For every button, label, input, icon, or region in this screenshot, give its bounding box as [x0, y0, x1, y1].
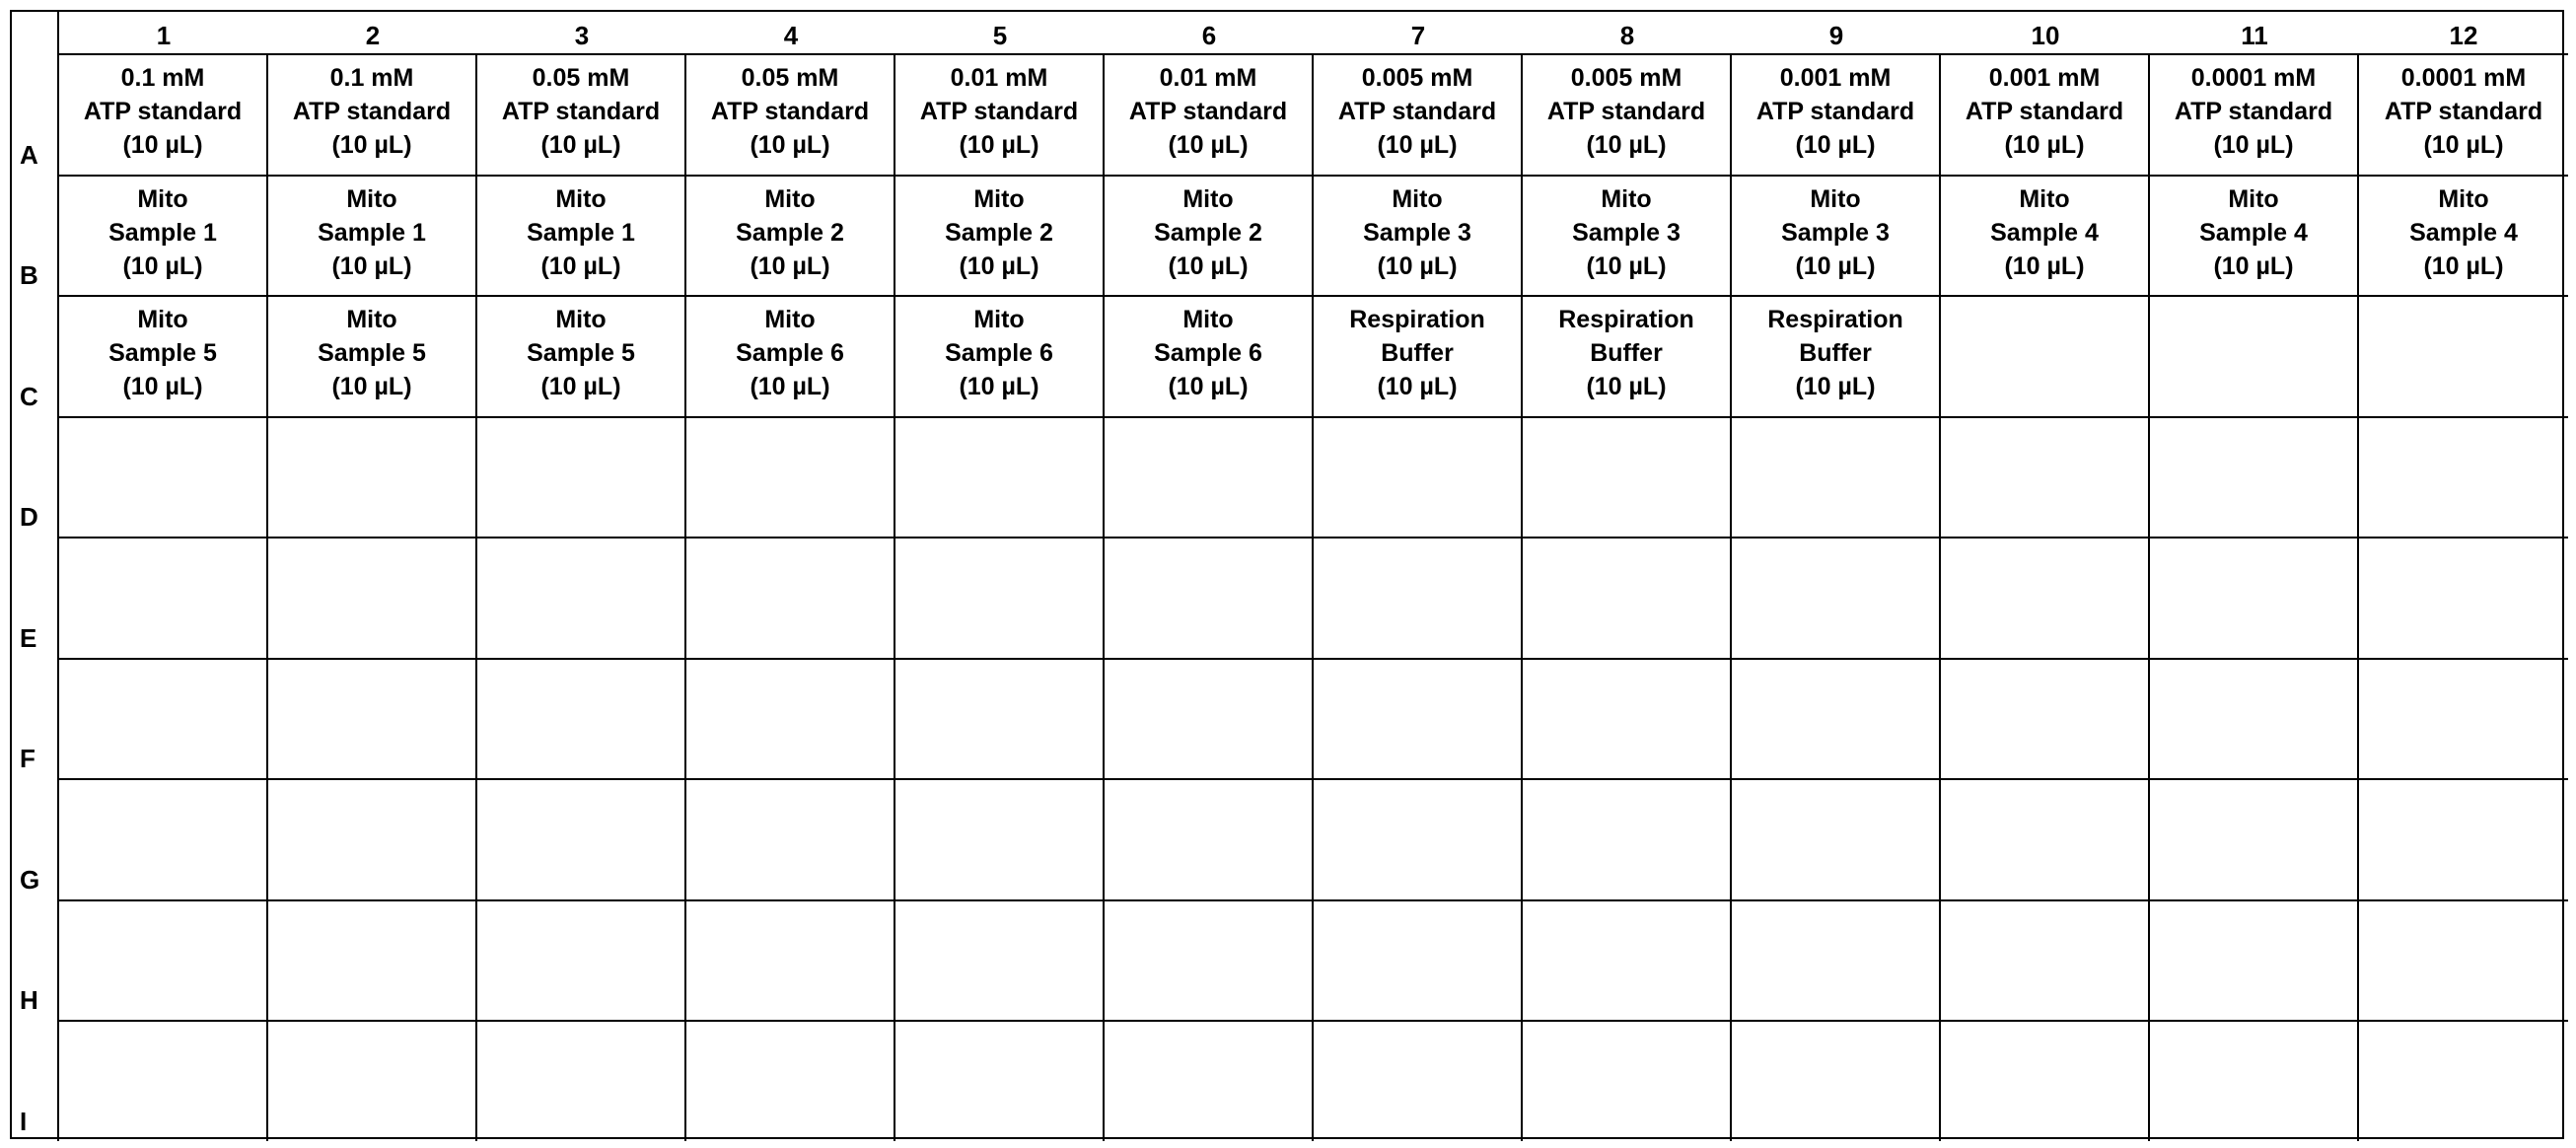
well-D4	[686, 416, 895, 538]
well-label-line: (10 µL)	[1377, 251, 1458, 280]
well-E10	[1941, 537, 2150, 658]
well-E7	[1314, 537, 1523, 658]
well-D5	[895, 416, 1105, 538]
well-label-line: (10 µL)	[1586, 373, 1667, 400]
well-label-line: (10 µL)	[2213, 131, 2294, 159]
well-A11	[2150, 53, 2359, 175]
well-label-line: (10 µL)	[2004, 251, 2085, 280]
well-G9	[1732, 778, 1941, 899]
well-B6	[1105, 175, 1314, 296]
well-label-line: Respiration	[1558, 306, 1694, 333]
well-label-line: (10 µL)	[122, 251, 203, 280]
well-F7	[1314, 658, 1523, 779]
well-label-line: ATP standard	[919, 98, 1079, 125]
well-C9	[1732, 295, 1941, 416]
well-label-line: 0.01 mM	[1159, 64, 1257, 92]
well-G7	[1314, 778, 1523, 899]
well-label-line: Sample 5	[108, 339, 217, 367]
well-D2	[268, 416, 477, 538]
well-label-line: Buffer	[1381, 339, 1454, 367]
well-label-line: Mito	[1392, 184, 1443, 213]
well-label-line: (10 µL)	[331, 131, 412, 159]
row-header-E: E	[12, 537, 59, 658]
well-label-line: Mito	[1182, 306, 1234, 333]
well-C11	[2150, 295, 2359, 416]
well-I11	[2150, 1020, 2359, 1141]
well-label-line: ATP standard	[1965, 98, 2124, 125]
well-label-line: 0.05 mM	[532, 64, 630, 92]
well-label-line: Respiration	[1767, 306, 1903, 333]
well-I12	[2359, 1020, 2568, 1141]
well-label-line: (10 µL)	[1168, 373, 1249, 400]
well-B3	[477, 175, 686, 296]
well-A5	[895, 53, 1105, 175]
well-D11	[2150, 416, 2359, 538]
well-I3	[477, 1020, 686, 1141]
well-label-line: Mito	[346, 184, 397, 213]
row-header-F: F	[12, 658, 59, 779]
well-label-line: Sample 2	[1154, 218, 1262, 247]
well-C6	[1105, 295, 1314, 416]
well-H10	[1941, 899, 2150, 1021]
well-H6	[1105, 899, 1314, 1021]
column-header-3: 3	[574, 21, 590, 50]
well-H8	[1523, 899, 1732, 1021]
well-label-line: ATP standard	[2174, 98, 2333, 125]
well-label-line: Sample 5	[318, 339, 426, 367]
well-label-line: (10 µL)	[540, 373, 621, 400]
well-F10	[1941, 658, 2150, 779]
well-H2	[268, 899, 477, 1021]
well-label-line: (10 µL)	[122, 131, 203, 159]
well-D1	[59, 416, 268, 538]
well-C5	[895, 295, 1105, 416]
well-label-line: Mito	[555, 184, 607, 213]
well-label-line: (10 µL)	[540, 251, 621, 280]
well-D12	[2359, 416, 2568, 538]
well-A7	[1314, 53, 1523, 175]
well-label-line: (10 µL)	[1586, 251, 1667, 280]
well-I5	[895, 1020, 1105, 1141]
column-header-2: 2	[365, 21, 381, 50]
well-label-line: 0.01 mM	[950, 64, 1048, 92]
well-label-line: 0.001 mM	[1988, 64, 2101, 92]
well-H1	[59, 899, 268, 1021]
well-D3	[477, 416, 686, 538]
well-plate-grid	[10, 10, 2564, 1139]
well-label-line: (10 µL)	[959, 251, 1039, 280]
well-E1	[59, 537, 268, 658]
well-B10	[1941, 175, 2150, 296]
well-A9	[1732, 53, 1941, 175]
well-D9	[1732, 416, 1941, 538]
well-label-line: Mito	[2228, 184, 2279, 213]
well-F11	[2150, 658, 2359, 779]
well-B1	[59, 175, 268, 296]
well-E2	[268, 537, 477, 658]
well-label-line: (10 µL)	[750, 251, 830, 280]
well-label-line: Buffer	[1590, 339, 1663, 367]
well-C1	[59, 295, 268, 416]
well-B2	[268, 175, 477, 296]
well-label-line: 0.1 mM	[329, 64, 414, 92]
well-B7	[1314, 175, 1523, 296]
well-B11	[2150, 175, 2359, 296]
well-label-line: (10 µL)	[331, 373, 412, 400]
well-B4	[686, 175, 895, 296]
column-header-8: 8	[1619, 21, 1635, 50]
well-label-line: ATP standard	[2384, 98, 2543, 125]
well-G2	[268, 778, 477, 899]
well-label-line: 0.05 mM	[741, 64, 839, 92]
well-label-line: Sample 6	[945, 339, 1053, 367]
well-label-line: Sample 1	[527, 218, 635, 247]
well-D10	[1941, 416, 2150, 538]
well-label-line: Sample 4	[1990, 218, 2099, 247]
well-label-line: (10 µL)	[1795, 251, 1876, 280]
well-label-line: ATP standard	[501, 98, 661, 125]
well-label-line: Mito	[346, 306, 397, 333]
well-C12	[2359, 295, 2568, 416]
well-label-line: (10 µL)	[2004, 131, 2085, 159]
well-label-line: ATP standard	[1755, 98, 1915, 125]
column-header-11: 11	[2241, 21, 2268, 50]
well-F8	[1523, 658, 1732, 779]
well-label-line: 0.001 mM	[1779, 64, 1892, 92]
well-label-line: 0.005 mM	[1361, 64, 1473, 92]
well-label-line: (10 µL)	[540, 131, 621, 159]
well-F2	[268, 658, 477, 779]
well-label-line: ATP standard	[83, 98, 243, 125]
well-G3	[477, 778, 686, 899]
well-label-line: (10 µL)	[1795, 373, 1876, 400]
well-F1	[59, 658, 268, 779]
row-header-H: H	[12, 899, 59, 1021]
row-header-D: D	[12, 416, 59, 538]
well-D6	[1105, 416, 1314, 538]
well-label-line: (10 µL)	[1377, 373, 1458, 400]
column-header-9: 9	[1828, 21, 1844, 50]
well-label-line: (10 µL)	[1586, 131, 1667, 159]
well-label-line: Mito	[764, 184, 816, 213]
well-label-line: ATP standard	[292, 98, 452, 125]
well-label-line: Sample 1	[318, 218, 426, 247]
row-header-A: A	[12, 53, 59, 175]
well-I1	[59, 1020, 268, 1141]
well-label-line: Sample 5	[527, 339, 635, 367]
column-header-6: 6	[1201, 21, 1217, 50]
well-A10	[1941, 53, 2150, 175]
well-E9	[1732, 537, 1941, 658]
well-label-line: Mito	[973, 184, 1025, 213]
row-header-B: B	[12, 175, 59, 296]
well-label-line: (10 µL)	[122, 373, 203, 400]
column-header-12: 12	[2449, 21, 2478, 50]
column-header-10: 10	[2031, 21, 2060, 50]
well-C10	[1941, 295, 2150, 416]
well-label-line: (10 µL)	[750, 373, 830, 400]
well-label-line: (10 µL)	[750, 131, 830, 159]
well-label-line: Sample 6	[736, 339, 844, 367]
well-G8	[1523, 778, 1732, 899]
plate-corner	[12, 12, 59, 53]
well-label-line: Mito	[137, 184, 188, 213]
well-label-line: Sample 3	[1363, 218, 1471, 247]
well-H4	[686, 899, 895, 1021]
well-C8	[1523, 295, 1732, 416]
well-label-line: Sample 3	[1572, 218, 1681, 247]
well-G4	[686, 778, 895, 899]
well-D8	[1523, 416, 1732, 538]
well-label-line: ATP standard	[710, 98, 870, 125]
well-label-line: Sample 3	[1781, 218, 1890, 247]
well-label-line: (10 µL)	[1168, 251, 1249, 280]
well-A12	[2359, 53, 2568, 175]
well-A1	[59, 53, 268, 175]
well-label-line: 0.005 mM	[1570, 64, 1682, 92]
column-header-7: 7	[1410, 21, 1426, 50]
well-C4	[686, 295, 895, 416]
well-F4	[686, 658, 895, 779]
well-H5	[895, 899, 1105, 1021]
well-label-line: (10 µL)	[1795, 131, 1876, 159]
well-A2	[268, 53, 477, 175]
well-I4	[686, 1020, 895, 1141]
well-E4	[686, 537, 895, 658]
well-label-line: (10 µL)	[1168, 131, 1249, 159]
well-label-line: Sample 1	[108, 218, 217, 247]
well-I9	[1732, 1020, 1941, 1141]
well-E3	[477, 537, 686, 658]
well-H12	[2359, 899, 2568, 1021]
well-I7	[1314, 1020, 1523, 1141]
well-C3	[477, 295, 686, 416]
column-header-5: 5	[992, 21, 1008, 50]
well-label-line: (10 µL)	[1377, 131, 1458, 159]
well-B12	[2359, 175, 2568, 296]
well-label-line: (10 µL)	[959, 373, 1039, 400]
well-label-line: Mito	[137, 306, 188, 333]
well-label-line: Mito	[1810, 184, 1861, 213]
well-B5	[895, 175, 1105, 296]
well-F6	[1105, 658, 1314, 779]
well-A3	[477, 53, 686, 175]
well-label-line: Mito	[1182, 184, 1234, 213]
well-label-line: (10 µL)	[959, 131, 1039, 159]
well-label-line: Mito	[764, 306, 816, 333]
well-label-line: 0.1 mM	[120, 64, 205, 92]
well-label-line: Sample 6	[1154, 339, 1262, 367]
well-label-line: (10 µL)	[2213, 251, 2294, 280]
row-header-I: I	[12, 1020, 59, 1141]
well-H7	[1314, 899, 1523, 1021]
well-label-line: ATP standard	[1337, 98, 1497, 125]
well-label-line: Sample 2	[945, 218, 1053, 247]
column-header-4: 4	[783, 21, 799, 50]
well-H9	[1732, 899, 1941, 1021]
row-header-C: C	[12, 295, 59, 416]
row-header-G: G	[12, 778, 59, 899]
well-label-line: Mito	[973, 306, 1025, 333]
well-A8	[1523, 53, 1732, 175]
well-label-line: 0.0001 mM	[2190, 64, 2317, 92]
well-label-line: Buffer	[1799, 339, 1872, 367]
well-label-line: (10 µL)	[331, 251, 412, 280]
well-label-line: Sample 4	[2199, 218, 2308, 247]
well-E5	[895, 537, 1105, 658]
well-G12	[2359, 778, 2568, 899]
well-E6	[1105, 537, 1314, 658]
well-label-line: Sample 2	[736, 218, 844, 247]
well-label-line: 0.0001 mM	[2400, 64, 2527, 92]
well-F12	[2359, 658, 2568, 779]
well-H11	[2150, 899, 2359, 1021]
well-F3	[477, 658, 686, 779]
well-A6	[1105, 53, 1314, 175]
well-I8	[1523, 1020, 1732, 1141]
well-E12	[2359, 537, 2568, 658]
well-I6	[1105, 1020, 1314, 1141]
well-label-line: (10 µL)	[2423, 131, 2504, 159]
well-label-line: Mito	[2438, 184, 2489, 213]
well-label-line: Sample 4	[2409, 218, 2518, 247]
well-E11	[2150, 537, 2359, 658]
well-label-line: Mito	[2019, 184, 2070, 213]
well-label-line: ATP standard	[1128, 98, 1288, 125]
well-G5	[895, 778, 1105, 899]
well-label-line: Mito	[1601, 184, 1652, 213]
well-I2	[268, 1020, 477, 1141]
well-G10	[1941, 778, 2150, 899]
well-B8	[1523, 175, 1732, 296]
well-I10	[1941, 1020, 2150, 1141]
well-F5	[895, 658, 1105, 779]
well-label-line: Respiration	[1349, 306, 1485, 333]
well-B9	[1732, 175, 1941, 296]
well-A4	[686, 53, 895, 175]
well-E8	[1523, 537, 1732, 658]
well-label-line: Mito	[555, 306, 607, 333]
well-G6	[1105, 778, 1314, 899]
column-header-1: 1	[156, 21, 172, 50]
well-label-line: (10 µL)	[2423, 251, 2504, 280]
well-label-line: ATP standard	[1546, 98, 1706, 125]
well-G11	[2150, 778, 2359, 899]
well-C7	[1314, 295, 1523, 416]
well-C2	[268, 295, 477, 416]
well-G1	[59, 778, 268, 899]
well-H3	[477, 899, 686, 1021]
well-D7	[1314, 416, 1523, 538]
well-F9	[1732, 658, 1941, 779]
